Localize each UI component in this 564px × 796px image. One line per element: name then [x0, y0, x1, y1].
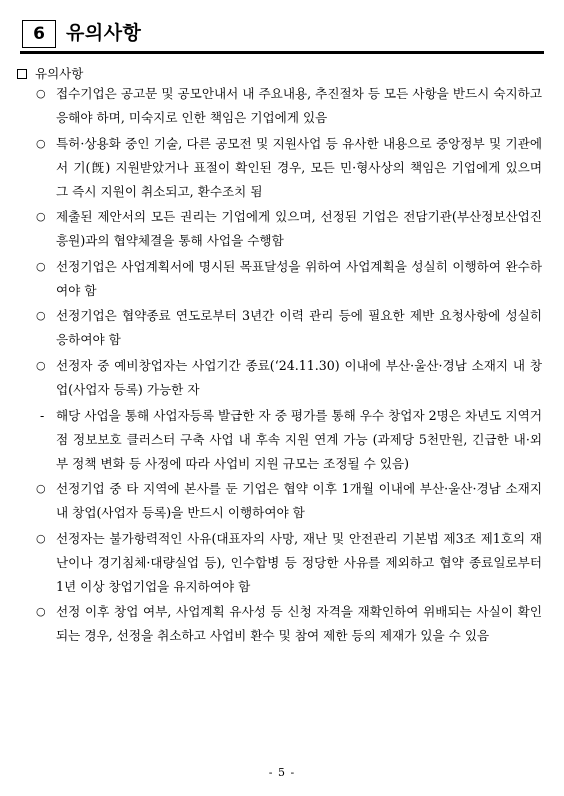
list-item — [0, 477, 564, 525]
list-item-text: 선정기업 중 타 지역에 본사를 둔 기업은 협약 이후 1개월 이내에 부산·울산·경남 소재지 내 창업(사업자 등록)을 반드시 이행하여야 함 — [56, 481, 542, 521]
circle-bullet-icon: ○ — [36, 136, 46, 150]
list-item-text: 제출된 제안서의 모든 권리는 기업에게 있으며, 선정된 기업은 전담기관(부산정보산업진흥원)과의 협약체결을 통해 사업을 수행함 — [56, 209, 542, 249]
list-item-text: 특허·상용화 중인 기술, 다른 공모전 및 지원사업 등 유사한 내용으로 중앙정부 및 기관에서 기(旣) 지원받았거나 표절이 확인된 경우, 모든 민·형사상의 책임은 기업에게 있으며 그 즉시 지원이 취소되고, 환수조치 됨 — [56, 135, 542, 199]
list-item — [0, 132, 564, 204]
section-title: 유의사항 — [66, 22, 142, 44]
circle-bullet-icon: ○ — [36, 358, 46, 372]
checkbox-square-icon — [17, 69, 27, 79]
section-header — [20, 18, 544, 54]
circle-bullet-icon: ○ — [36, 259, 46, 273]
list-item — [0, 304, 564, 352]
list-item-text: 선정자는 불가항력적인 사유(대표자의 사망, 재난 및 안전관리 기본법 제3조 제1호의 재난이나 경기침체·대량실업 등), 인수합병 등 정당한 사유를 제외하고 협약 종료일로부터 1년 이상 창업기업을 유지하여야 함 — [56, 530, 542, 594]
list-item-text: 접수기업은 공고문 및 공모안내서 내 주요내용, 추진절차 등 모든 사항을 반드시 숙지하고 응해야 하며, 미숙지로 인한 책임은 기업에게 있음 — [56, 86, 542, 125]
list-item-text: 선정자 중 예비창업자는 사업기간 종료(‘24.11.30) 이내에 부산·울산·경남 소재지 내 창업(사업자 등록) 가능한 자 — [56, 357, 542, 397]
list-item — [0, 205, 564, 253]
notice-list — [0, 82, 564, 650]
list-item — [0, 354, 564, 402]
list-item-text: 선정기업은 협약종료 연도로부터 3년간 이력 관리 등에 필요한 제반 요청사항에 성실히 응하여야 함 — [56, 308, 542, 348]
list-item-text: 해당 사업을 통해 사업자등록 발급한 자 중 평가를 통해 우수 창업자 2명은 차년도 지역거점 정보보호 클러스터 구축 사업 내 후속 지원 연계 가능 (과제당 5천만원, 긴급한 내·외부 정책 변화 등 사정에 따라 사업비 지원 규모는 조정될 수 있음) — [56, 407, 542, 471]
subheading — [17, 64, 83, 84]
circle-bullet-icon: ○ — [36, 531, 46, 545]
circle-bullet-icon: ○ — [36, 605, 46, 619]
list-item — [0, 600, 564, 648]
circle-bullet-icon: ○ — [36, 87, 46, 100]
section-underline — [20, 51, 544, 54]
list-item — [0, 255, 564, 303]
sub-list-item — [0, 404, 564, 476]
dash-icon: - — [40, 407, 45, 423]
section-number: 6 — [22, 20, 56, 48]
circle-bullet-icon: ○ — [36, 210, 46, 224]
circle-bullet-icon: ○ — [36, 482, 46, 496]
subheading-text: 유의사항 — [35, 66, 84, 81]
circle-bullet-icon: ○ — [36, 309, 46, 323]
list-item — [0, 82, 564, 130]
page-number: - 5 - — [268, 766, 296, 779]
list-item-text: 선정 이후 창업 여부, 사업계획 유사성 등 신청 자격을 재확인하여 위배되는 사실이 확인되는 경우, 선정을 취소하고 사업비 환수 및 참여 제한 등의 제재가 있을 수 있음 — [56, 604, 542, 644]
list-item-text: 선정기업은 사업계획서에 명시된 목표달성을 위하여 사업계획을 성실히 이행하여 완수하여야 함 — [56, 258, 542, 298]
list-item — [0, 527, 564, 599]
